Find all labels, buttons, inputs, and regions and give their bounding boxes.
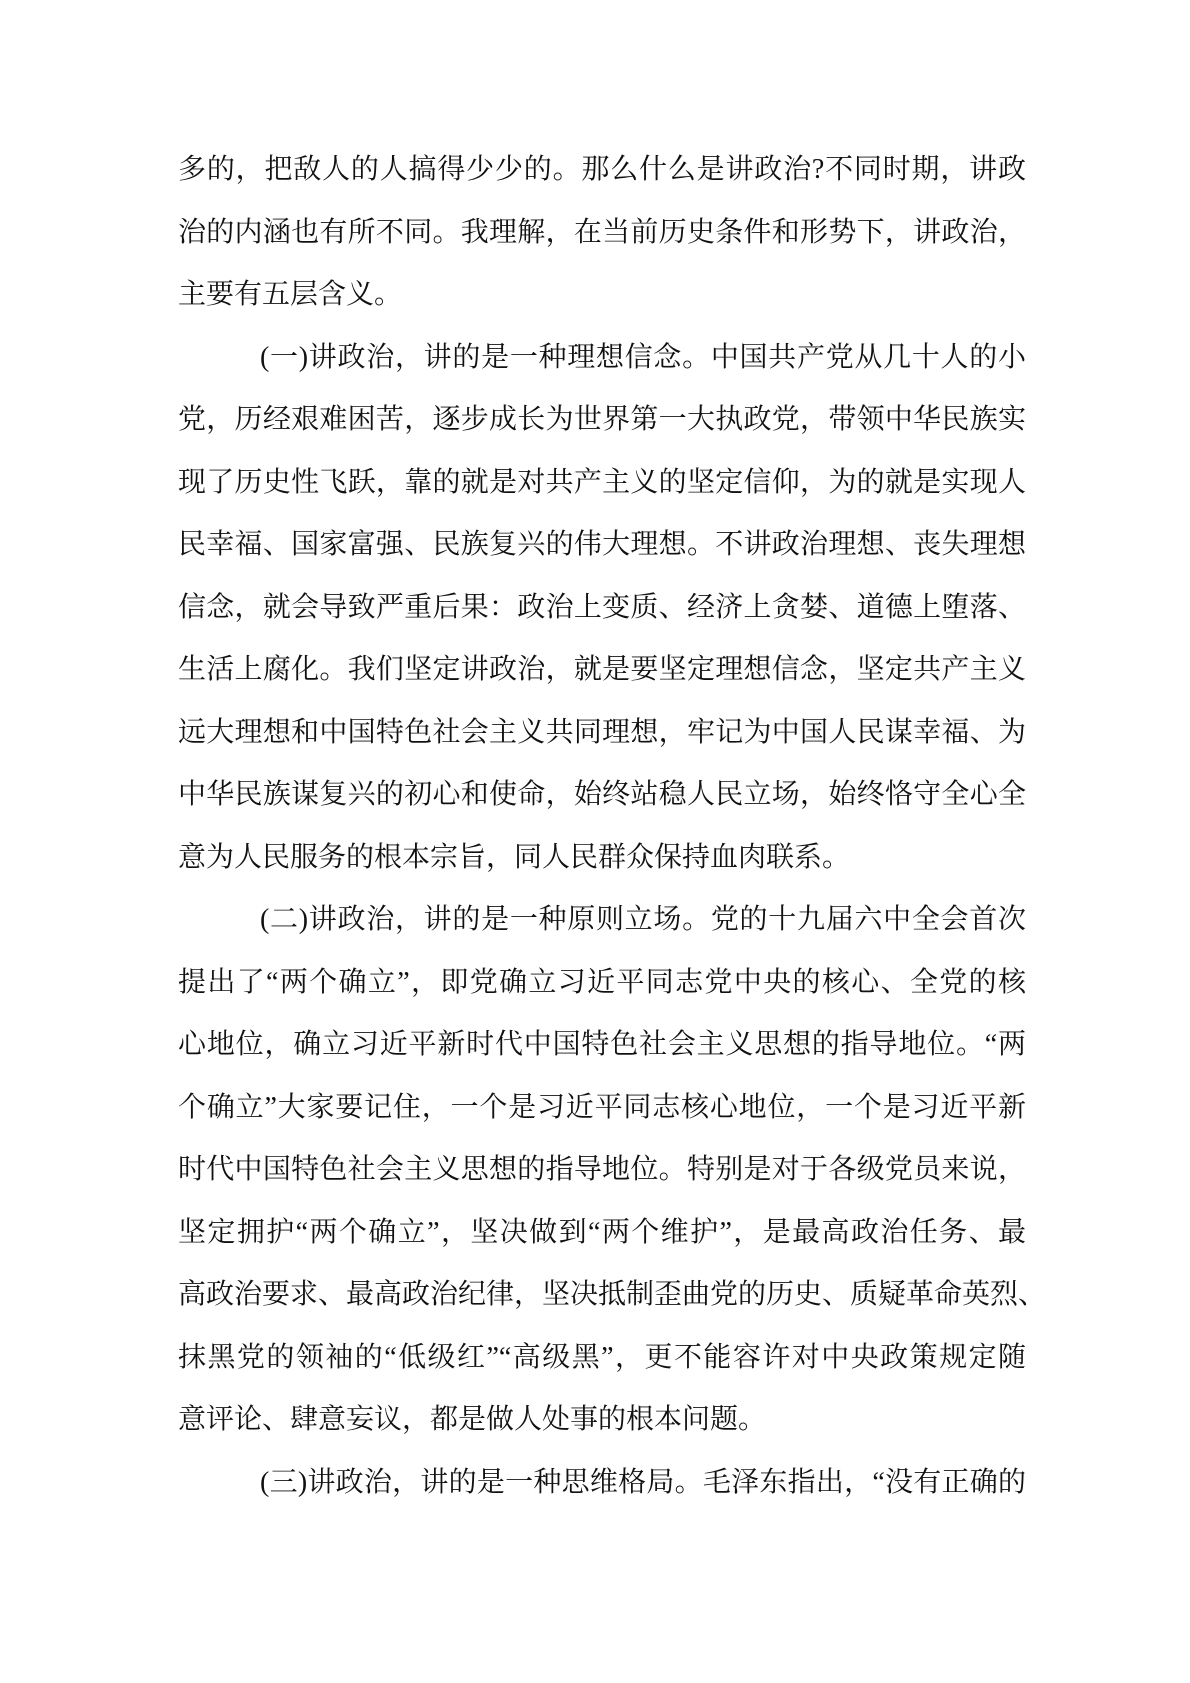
text-line: (三)讲政治，讲的是一种思维格局。毛泽东指出，“没有正确的 xyxy=(260,1466,1026,1498)
paragraph-3 xyxy=(178,889,1047,1452)
text-line: 民幸福、国家富强、民族复兴的伟大理想。不讲政治理想、丧失理想 xyxy=(178,529,1026,560)
document-body xyxy=(178,139,1047,1514)
text-line: 意评论、肆意妄议，都是做人处事的根本问题。 xyxy=(178,1404,767,1435)
text-line: 远大理想和中国特色社会主义共同理想，牢记为中国人民谋幸福、为 xyxy=(178,716,1026,748)
paragraph-4 xyxy=(178,1452,1026,1515)
text-line: 提出了“两个确立”，即党确立习近平同志党中央的核心、全党的核 xyxy=(178,966,1026,998)
text-line: 主要有五层含义。 xyxy=(178,279,403,310)
text-line: 信念，就会导致严重后果：政治上变质、经济上贪婪、道德上堕落、 xyxy=(178,591,1026,623)
text-line: 心地位，确立习近平新时代中国特色社会主义思想的指导地位。“两 xyxy=(178,1029,1026,1060)
text-line: 治的内涵也有所不同。我理解，在当前历史条件和形势下，讲政治， xyxy=(178,216,1026,248)
text-line: (一)讲政治，讲的是一种理想信念。中国共产党从几十人的小 xyxy=(260,341,1026,373)
text-line: 中华民族谋复兴的初心和使命，始终站稳人民立场，始终恪守全心全 xyxy=(178,779,1026,810)
text-line: 坚定拥护“两个确立”，坚决做到“两个维护”，是最高政治任务、最 xyxy=(178,1216,1026,1248)
text-line: 个确立”大家要记住，一个是习近平同志核心地位，一个是习近平新 xyxy=(178,1091,1026,1123)
text-line: 高政治要求、最高政治纪律，坚决抵制歪曲党的历史、质疑革命英烈、 xyxy=(178,1279,1047,1310)
text-line: 党，历经艰难困苦，逐步成长为世界第一大执政党，带领中华民族实 xyxy=(178,404,1026,435)
text-line: 多的，把敌人的人搞得少少的。那么什么是讲政治?不同时期，讲政 xyxy=(178,154,1026,185)
paragraph-1 xyxy=(178,139,1026,327)
text-line: 意为人民服务的根本宗旨，同人民群众保持血肉联系。 xyxy=(178,841,851,873)
text-line: 时代中国特色社会主义思想的指导地位。特别是对于各级党员来说， xyxy=(178,1154,1026,1185)
text-line: 抹黑党的领袖的“低级红”“高级黑”，更不能容许对中央政策规定随 xyxy=(178,1341,1026,1373)
text-line: 生活上腐化。我们坚定讲政治，就是要坚定理想信念，坚定共产主义 xyxy=(178,654,1026,685)
text-line: (二)讲政治，讲的是一种原则立场。党的十九届六中全会首次 xyxy=(260,904,1026,935)
paragraph-2 xyxy=(178,327,1026,890)
text-line: 现了历史性飞跃，靠的就是对共产主义的坚定信仰，为的就是实现人 xyxy=(178,466,1026,498)
